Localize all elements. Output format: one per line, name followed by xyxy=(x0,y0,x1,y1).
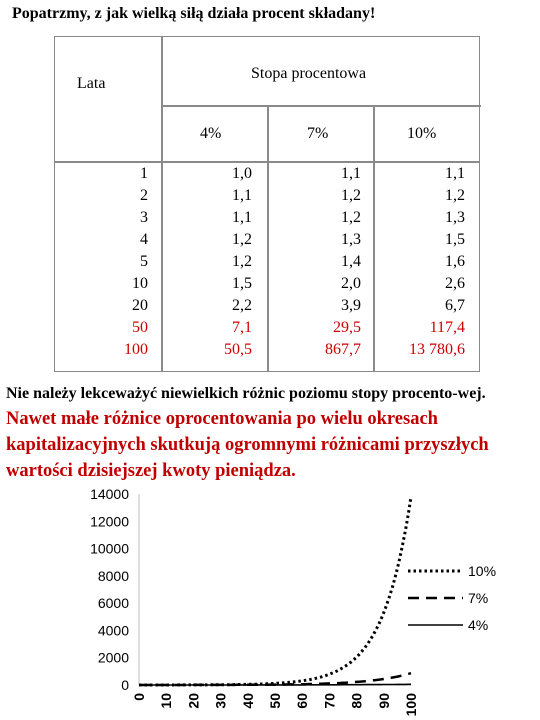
x-tick-label: 60 xyxy=(294,693,311,709)
value-7-cell: 867,7 xyxy=(325,341,361,358)
value-4-cell: 1,1 xyxy=(232,209,252,226)
x-tick-label: 30 xyxy=(212,693,229,709)
value-10-cell: 1,6 xyxy=(445,253,465,270)
x-tick-label: 40 xyxy=(239,693,256,709)
value-4-cell: 1,2 xyxy=(232,253,252,270)
year-cell: 50 xyxy=(132,319,148,336)
y-tick-label: 4000 xyxy=(97,622,129,639)
y-tick-label: 12000 xyxy=(90,513,129,530)
commentary-paragraph xyxy=(6,380,531,484)
series-line-10pct xyxy=(139,497,411,685)
value-4-cell: 50,5 xyxy=(224,341,252,358)
value-7-cell: 3,9 xyxy=(341,297,361,314)
year-cell: 10 xyxy=(132,275,148,292)
year-cell: 3 xyxy=(140,209,148,226)
years-header: Lata xyxy=(77,75,106,92)
value-4-cell: 1,5 xyxy=(232,275,252,292)
year-cell: 100 xyxy=(124,341,148,358)
value-4-cell: 1,0 xyxy=(232,165,252,182)
value-7-cell: 1,3 xyxy=(341,231,361,248)
value-10-cell: 6,7 xyxy=(445,297,465,314)
year-cell: 1 xyxy=(140,165,148,182)
x-tick-label: 20 xyxy=(185,693,202,709)
value-10-cell: 13 780,6 xyxy=(409,341,465,358)
value-7-cell: 2,0 xyxy=(341,275,361,292)
value-7-cell: 1,2 xyxy=(341,209,361,226)
x-tick-label: 80 xyxy=(348,693,365,709)
value-7-cell: 1,4 xyxy=(341,253,361,270)
rate-col-4: 4% xyxy=(200,125,222,142)
value-4-cell: 1,1 xyxy=(232,187,252,204)
legend-label-4pct: 4% xyxy=(468,617,489,633)
value-7-cell: 1,2 xyxy=(341,187,361,204)
value-7-cell: 1,1 xyxy=(341,165,361,182)
value-10-cell: 1,3 xyxy=(445,209,465,226)
value-10-cell: 2,6 xyxy=(445,275,465,292)
x-tick-label: 70 xyxy=(321,693,338,709)
year-cell: 4 xyxy=(140,231,148,248)
year-cell: 20 xyxy=(132,297,148,314)
value-10-cell: 1,2 xyxy=(445,187,465,204)
rate-7-column xyxy=(266,163,361,361)
value-4-cell: 1,2 xyxy=(232,231,252,248)
rate-col-7: 7% xyxy=(307,125,329,142)
x-tick-label: 10 xyxy=(158,693,175,709)
commentary-black-text: Nie należy lekceważyć niewielkich różnic poziomu stopy procento-wej. xyxy=(6,385,486,402)
years-column xyxy=(60,163,148,361)
y-tick-label: 10000 xyxy=(90,540,129,557)
x-tick-label: 100 xyxy=(403,693,419,717)
value-10-cell: 1,1 xyxy=(445,165,465,182)
legend-label-10pct: 10% xyxy=(468,563,497,579)
rate-header: Stopa procentowa xyxy=(251,65,367,82)
x-tick-label: 50 xyxy=(267,693,283,709)
year-cell: 5 xyxy=(140,253,148,270)
x-tick-label: 90 xyxy=(375,693,392,709)
value-4-cell: 7,1 xyxy=(232,319,252,336)
rate-10-column xyxy=(372,163,465,361)
value-10-cell: 117,4 xyxy=(429,319,465,336)
y-tick-label: 6000 xyxy=(97,595,129,612)
compound-interest-chart xyxy=(0,482,540,720)
commentary-red-text: Nawet małe różnice oprocentowania po wielu okresach kapitalizacyjnych skutkują ogromnymi różnicami przyszłych wartości dzisiejszej kwoty pieniądza. xyxy=(6,409,489,481)
rate-col-10: 10% xyxy=(407,125,437,142)
y-tick-label: 2000 xyxy=(97,649,129,666)
value-7-cell: 29,5 xyxy=(333,319,361,336)
year-cell: 2 xyxy=(140,187,148,204)
x-tick-label: 0 xyxy=(131,693,147,701)
y-tick-label: 0 xyxy=(121,677,129,693)
value-4-cell: 2,2 xyxy=(232,297,252,314)
value-10-cell: 1,5 xyxy=(445,231,465,248)
legend-label-7pct: 7% xyxy=(468,590,489,606)
y-tick-label: 14000 xyxy=(90,486,129,502)
y-tick-label: 8000 xyxy=(97,567,129,584)
page-heading: Popatrzmy, z jak wielką siłą działa procent składany! xyxy=(12,5,376,22)
rate-4-column xyxy=(160,163,252,361)
